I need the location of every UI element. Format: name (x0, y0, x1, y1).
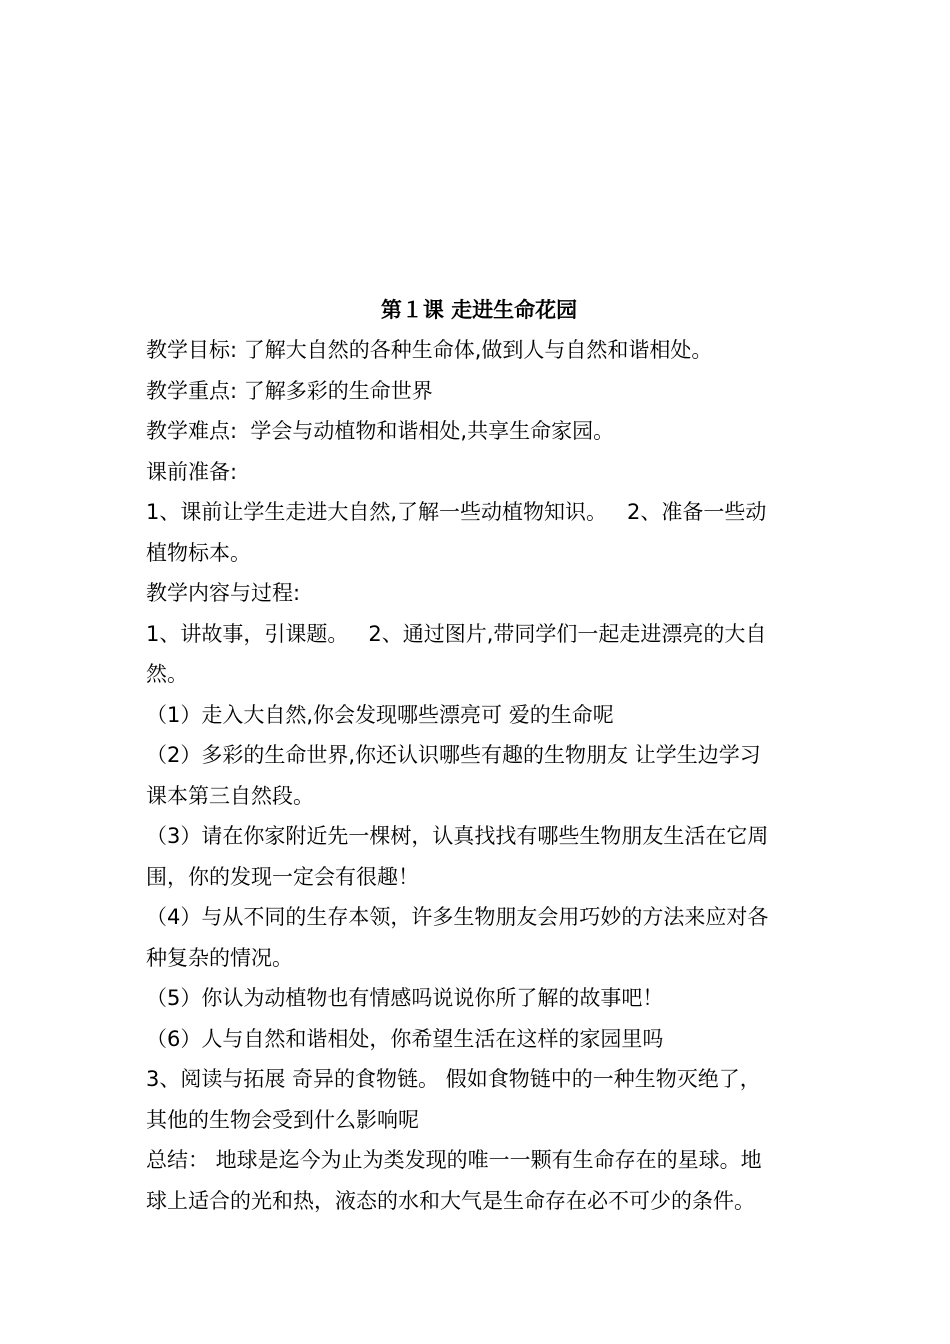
teaching-goal-line: 教学目标: 了解大自然的各种生命体,做到人与自然和谐相处。 (146, 338, 713, 362)
content-line: （6）人与自然和谐相处，你希望生活在这样的家园里吗 (146, 1026, 664, 1051)
content-line: （4）与从不同的生存本领，许多生物朋友会用巧妙的方法来应对各 (146, 905, 769, 929)
preparation-line: 1、课前让学生走进大自然,了解一些动植物知识。 2、准备一些动 (146, 500, 767, 524)
content-heading: 教学内容与过程: (146, 581, 301, 605)
lesson-title: 第１课 走进生命花园 (380, 298, 578, 322)
summary-line: 总结： 地球是迄今为止为类发现的唯一一颗有生命存在的星球。地 (146, 1148, 762, 1172)
content-line: 3、阅读与拓展 奇异的食物链。 假如食物链中的一种生物灭绝了， (146, 1067, 761, 1091)
preparation-heading: 课前准备: (146, 459, 238, 484)
content-line: （2）多彩的生命世界,你还认识哪些有趣的生物朋友 让学生边学习 (146, 743, 761, 767)
content-line: （5）你认为动植物也有情感吗说说你所了解的故事吧！ (146, 986, 664, 1010)
teaching-focus-line: 教学重点: 了解多彩的生命世界 (146, 378, 433, 403)
content-line: 种复杂的情况。 (146, 945, 293, 970)
content-line: 围，你的发现一定会有很趣！ (146, 864, 419, 889)
document-page (146, 290, 812, 1221)
preparation-line: 植物标本。 (146, 540, 251, 565)
summary-line: 球上适合的光和热，液态的水和大气是生命存在必不可少的条件。 (146, 1188, 755, 1213)
content-line: （1）走入大自然,你会发现哪些漂亮可 爱的生命呢 (146, 702, 614, 727)
content-line: 其他的生物会受到什么影响呢 (146, 1107, 419, 1132)
content-line: （3）请在你家附近先一棵树，认真找找有哪些生物朋友生活在它周 (146, 824, 769, 848)
content-line: 1、讲故事，引课题。 2、通过图片,带同学们一起走进漂亮的大自 (146, 621, 767, 646)
teaching-difficulty-line: 教学难点: 学会与动植物和谐相处,共享生命家园。 (146, 419, 615, 443)
content-line: 课本第三自然段。 (146, 783, 314, 808)
content-line: 然。 (146, 662, 188, 686)
